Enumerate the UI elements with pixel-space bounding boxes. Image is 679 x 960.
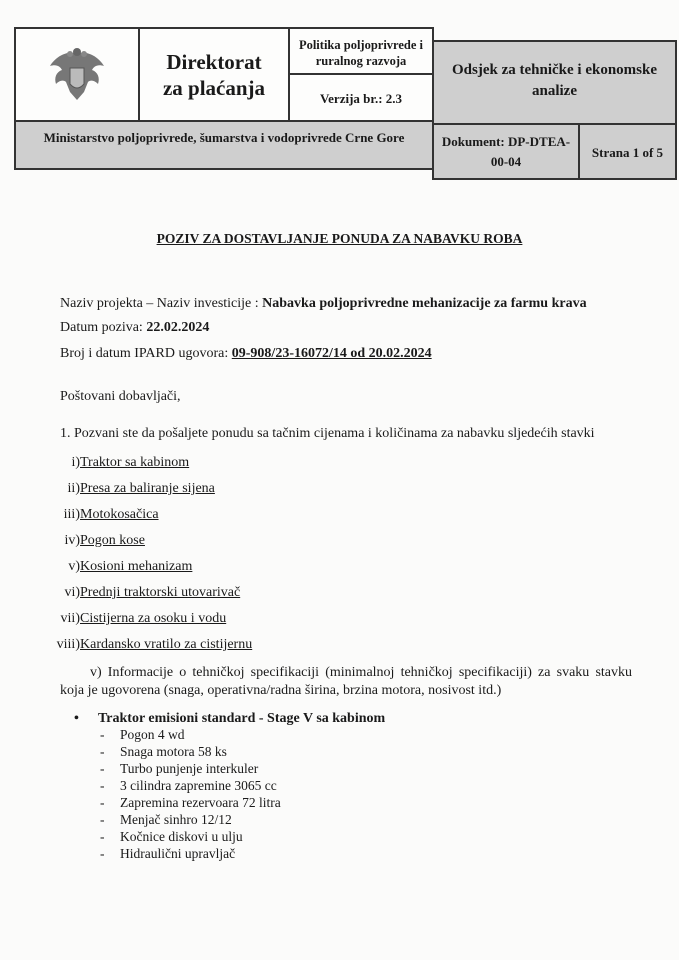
- page-number: Strana 1 of 5: [578, 123, 677, 180]
- list-item: iv)Pogon kose: [64, 533, 145, 548]
- ministry-label: Ministarstvo poljoprivrede, šumarstva i vodoprivrede Crne Gore: [14, 120, 434, 170]
- page-title: POZIV ZA DOSTAVLJANJE PONUDA ZA NABAVKU ROBA: [156, 231, 523, 246]
- list-item: v)Kosioni mehanizam: [68, 559, 193, 574]
- bullet-icon: •: [74, 711, 79, 726]
- project-value: Nabavka poljoprivredne mehanizacije za farmu krava: [262, 296, 587, 311]
- document-header: [14, 27, 677, 180]
- spec-item: - 3 cilindra zapremine 3065 cc: [100, 778, 277, 793]
- point-1: 1. Pozvani ste da pošaljete ponudu sa tačnim cijenama i količinama za nabavku sljedećih stavki: [60, 426, 595, 441]
- spec-info-paragraph: v) Informacije o tehničkoj specifikaciji (minimalnoj tehničkoj specifikaciji) za svaku stavku koja je ugovorena (snaga, operativna/radna širina, brzina motora, nosivost itd.): [60, 665, 632, 698]
- logo-cell: [14, 27, 140, 122]
- spec-item: - Turbo punjenje interkuler: [100, 761, 259, 776]
- contract-line: [60, 346, 432, 362]
- spec-heading: • Traktor emisioni standard - Stage V sa kabinom: [74, 711, 386, 726]
- spec-item: - Kočnice diskovi u ulju: [100, 829, 243, 844]
- project-line: [60, 296, 587, 312]
- spec-item: - Menjač sinhro 12/12: [100, 812, 232, 827]
- version-label: Verzija br.: 2.3: [288, 73, 434, 122]
- department-label: Odsjek za tehničke i ekonomske analize: [432, 40, 677, 125]
- date-label: Datum poziva:: [60, 320, 147, 335]
- list-item: viii)Kardansko vratilo za cistijernu: [56, 637, 253, 652]
- list-item: ii)Presa za baliranje sijena: [67, 481, 215, 496]
- contract-value: 09-908/23-16072/14 od 20.02.2024: [231, 346, 432, 361]
- spec-item: - Zapremina rezervoara 72 litra: [100, 795, 281, 810]
- spec-item: - Pogon 4 wd: [100, 727, 185, 742]
- list-item: vii)Cistijerna za osoku i vodu: [60, 611, 227, 626]
- date-value: 22.02.2024: [146, 320, 210, 335]
- greeting: Poštovani dobavljači,: [60, 389, 181, 404]
- directorate-title: Direktorat za plaćanja: [138, 27, 290, 122]
- list-item: iii)Motokosačica: [63, 507, 159, 522]
- project-label: Naziv projekta – Naziv investicije :: [60, 296, 263, 311]
- spec-item: - Snaga motora 58 ks: [100, 744, 227, 759]
- coat-of-arms-icon: [46, 46, 108, 104]
- list-item: i)Traktor sa kabinom: [71, 455, 190, 470]
- date-line: [60, 320, 209, 336]
- contract-label: Broj i datum IPARD ugovora:: [60, 346, 232, 361]
- list-item: vi)Prednji traktorski utovarivač: [64, 585, 241, 600]
- document-id: Dokument: DP-DTEA-00-04: [432, 123, 580, 180]
- spec-item: - Hidraulični upravljač: [100, 846, 236, 861]
- policy-label: Politika poljoprivrede i ruralnog razvoja: [288, 27, 434, 75]
